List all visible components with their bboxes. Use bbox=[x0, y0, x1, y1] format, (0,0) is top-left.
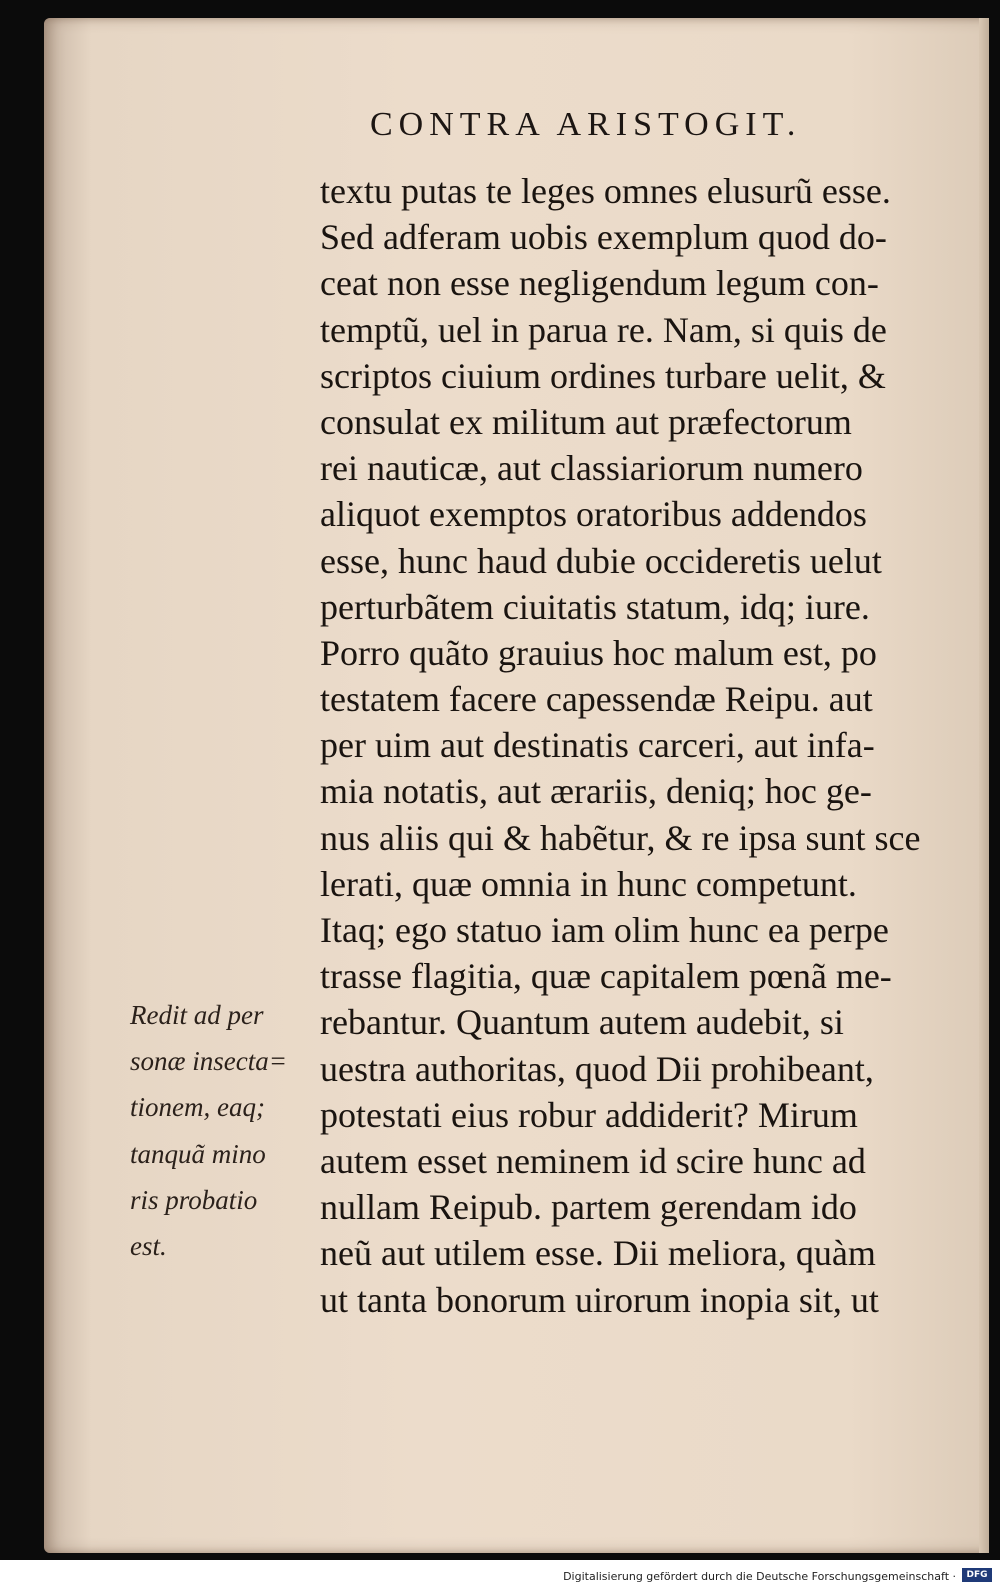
body-text bbox=[320, 168, 945, 1323]
text-line: Sed adferam uobis exemplum quod do- bbox=[320, 217, 887, 258]
page-edge bbox=[979, 18, 989, 1553]
text-line: per uim aut destinatis carceri, aut infa- bbox=[320, 725, 875, 766]
text-line: perturbãtem ciuitatis statum, idq; iure. bbox=[320, 586, 870, 627]
text-line: consulat ex militum aut præfectorum bbox=[320, 401, 852, 442]
margin-note-line: est. bbox=[130, 1230, 167, 1261]
dfg-logo: DFG bbox=[962, 1568, 992, 1582]
text-line: ceat non esse negligendum legum con- bbox=[320, 263, 879, 304]
text-line: Porro quãto grauius hoc malum est, po bbox=[320, 632, 877, 673]
footer-credit: Digitalisierung gefördert durch die Deutsche Forschungsgemeinschaft · bbox=[563, 1570, 956, 1583]
text-line: aliquot exemptos oratoribus addendos bbox=[320, 494, 867, 535]
margin-note-line: Redit ad per bbox=[130, 1000, 264, 1030]
margin-note-line: sonæ insecta= bbox=[130, 1046, 287, 1077]
text-line: textu putas te leges omnes elusurũ esse. bbox=[320, 171, 891, 211]
running-head: CONTRA ARISTOGIT. bbox=[370, 106, 802, 143]
text-line: mia notatis, aut ærariis, deniq; hoc ge- bbox=[320, 771, 872, 812]
footer-bar bbox=[0, 1560, 1000, 1591]
text-line: esse, hunc haud dubie occideretis uelut bbox=[320, 540, 882, 581]
text-line: lerati, quæ omnia in hunc competunt. bbox=[320, 863, 857, 904]
margin-note-line: tanquã mino bbox=[130, 1138, 266, 1169]
text-line: scriptos ciuium ordines turbare uelit, & bbox=[320, 355, 886, 396]
text-line: potestati eius robur addiderit? Mirum bbox=[320, 1094, 858, 1135]
text-line: neũ aut utilem esse. Dii meliora, quàm bbox=[320, 1233, 876, 1274]
margin-note bbox=[130, 992, 310, 1269]
text-line: trasse flagitia, quæ capitalem pœnã me- bbox=[320, 956, 892, 997]
text-line: nullam Reipub. partem gerendam ido bbox=[320, 1187, 857, 1228]
text-line: uestra authoritas, quod Dii prohibeant, bbox=[320, 1048, 874, 1089]
margin-note-line: ris probatio bbox=[130, 1184, 258, 1215]
text-line: rei nauticæ, aut classiariorum numero bbox=[320, 448, 863, 489]
text-line: nus aliis qui & habẽtur, & re ipsa sunt sce bbox=[320, 817, 921, 858]
text-line: ut tanta bonorum uirorum inopia sit, ut bbox=[320, 1279, 879, 1320]
text-line: rebantur. Quantum autem audebit, si bbox=[320, 1002, 844, 1043]
text-line: autem esset neminem id scire hunc ad bbox=[320, 1140, 866, 1181]
text-line: Itaq; ego statuo iam olim hunc ea perpe bbox=[320, 910, 889, 950]
text-line: testatem facere capessendæ Reipu. aut bbox=[320, 679, 873, 720]
margin-note-line: tionem, eaq; bbox=[130, 1092, 265, 1123]
text-line: temptũ, uel in parua re. Nam, si quis de bbox=[320, 309, 887, 350]
